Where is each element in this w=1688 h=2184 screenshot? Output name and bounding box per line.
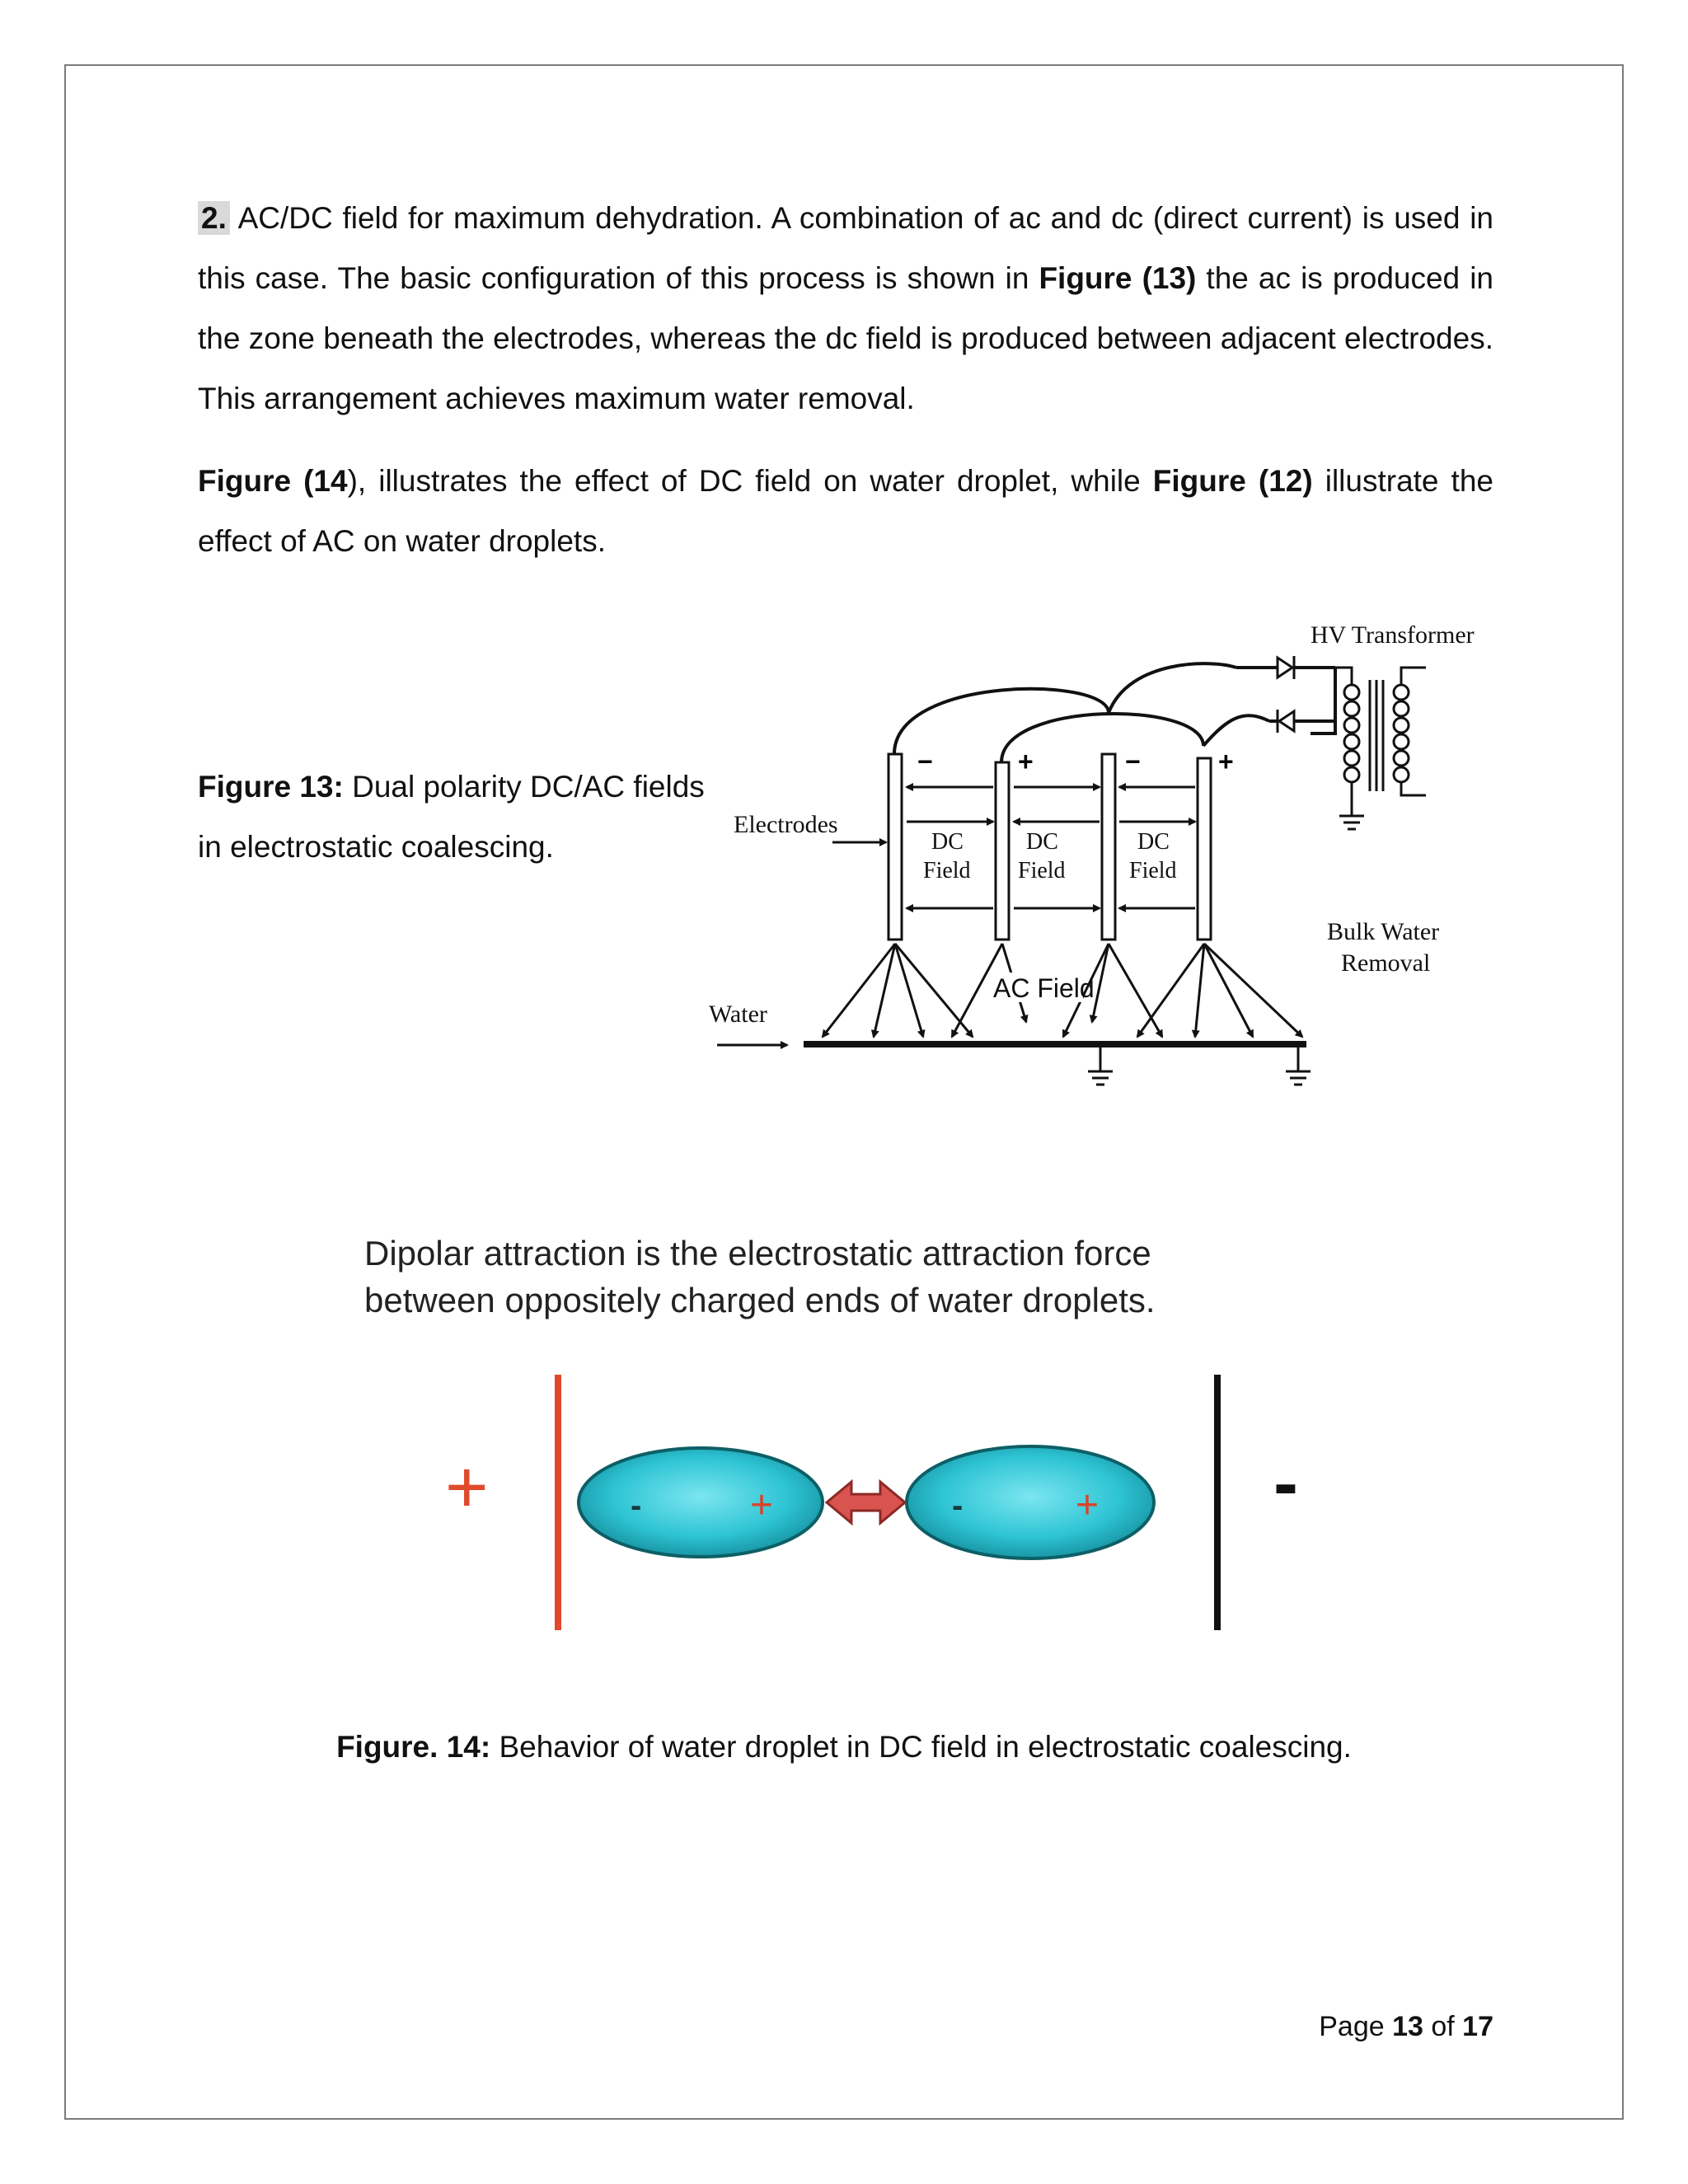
ac-field-label: AC Field bbox=[993, 973, 1095, 1003]
diode-icon bbox=[1278, 710, 1294, 733]
paragraph-text: the ac is produced in the zone beneath the electrodes, whereas the dc field is produced between adjacent electrodes. This arrangement achieves maximum water removal. bbox=[198, 261, 1493, 415]
dipolar-title-line-1: Dipolar attraction is the electrostatic attraction force bbox=[364, 1234, 1151, 1272]
removal-label: Removal bbox=[1341, 949, 1431, 977]
caption-label: Figure. 14: bbox=[336, 1730, 491, 1764]
water-label: Water bbox=[709, 1001, 767, 1028]
positive-sign: + bbox=[445, 1446, 489, 1529]
paragraph-text: AC/DC field for maximum dehydration. A combination of ac and dc (direct current) is used in this case. The basic configuration of this process is shown in bbox=[198, 201, 1493, 295]
figure-ref-12: Figure (12) bbox=[1152, 464, 1313, 498]
field-label: Field bbox=[1018, 858, 1066, 883]
field-label: Field bbox=[923, 858, 971, 883]
attraction-arrow-icon bbox=[827, 1482, 905, 1523]
figure-13-caption bbox=[198, 757, 709, 877]
ground-icon bbox=[1339, 816, 1364, 829]
electrode bbox=[889, 754, 902, 940]
dc-label: DC bbox=[1026, 829, 1058, 855]
figure-14-caption bbox=[0, 1724, 1688, 1770]
figure-13-diagram bbox=[701, 610, 1508, 1121]
total-pages: 17 bbox=[1462, 2011, 1493, 2042]
field-label: Field bbox=[1129, 858, 1177, 883]
item-number: 2. bbox=[198, 201, 230, 235]
droplet-minus-sign: - bbox=[952, 1488, 964, 1524]
caption-label: Figure 13: bbox=[198, 770, 344, 804]
caption-text: Behavior of water droplet in DC field in electrostatic coalescing. bbox=[490, 1730, 1352, 1764]
dc-label: DC bbox=[1137, 829, 1170, 855]
plus-sign: + bbox=[1018, 747, 1034, 776]
paragraph-text: illustrate the effect of AC on water droplets. bbox=[198, 464, 1493, 558]
electrode bbox=[996, 762, 1009, 940]
figure-14-diagram bbox=[346, 1228, 1335, 1657]
diode-icon bbox=[1278, 656, 1294, 679]
plus-sign: + bbox=[1218, 747, 1234, 776]
droplet-plus-sign: + bbox=[750, 1483, 774, 1527]
of-word: of bbox=[1423, 2011, 1463, 2042]
minus-sign: − bbox=[917, 747, 933, 776]
electrode bbox=[1198, 758, 1211, 940]
water-droplet bbox=[907, 1446, 1154, 1558]
negative-sign: - bbox=[1273, 1442, 1298, 1525]
page-number bbox=[1319, 2011, 1493, 2043]
electrode bbox=[1102, 754, 1115, 940]
electrodes-label: Electrodes bbox=[734, 811, 838, 838]
figure-ref-13: Figure (13) bbox=[1039, 261, 1197, 295]
page-word: Page bbox=[1319, 2011, 1393, 2042]
minus-sign: − bbox=[1125, 747, 1141, 776]
water-droplet bbox=[579, 1448, 823, 1557]
current-page: 13 bbox=[1392, 2011, 1423, 2042]
caption-text: Dual polarity DC/AC fields in electrostatic coalescing. bbox=[198, 770, 705, 864]
positive-plate bbox=[555, 1375, 561, 1630]
transformer-icon bbox=[1335, 668, 1426, 816]
droplet-plus-sign: + bbox=[1076, 1483, 1100, 1527]
dipolar-title-line-2: between oppositely charged ends of water droplets. bbox=[364, 1281, 1156, 1319]
hv-transformer-label: HV Transformer bbox=[1311, 621, 1475, 649]
paragraph-ac-dc-field bbox=[198, 188, 1493, 429]
figure-ref-14: Figure (14 bbox=[198, 464, 348, 498]
paragraph-text: ), illustrates the effect of DC field on water droplet, while bbox=[347, 464, 1153, 498]
bulk-water-label: Bulk Water bbox=[1327, 918, 1440, 945]
paragraph-figure-refs bbox=[198, 451, 1493, 571]
droplet-minus-sign: - bbox=[631, 1488, 642, 1524]
negative-plate bbox=[1214, 1375, 1221, 1630]
dc-label: DC bbox=[931, 829, 964, 855]
